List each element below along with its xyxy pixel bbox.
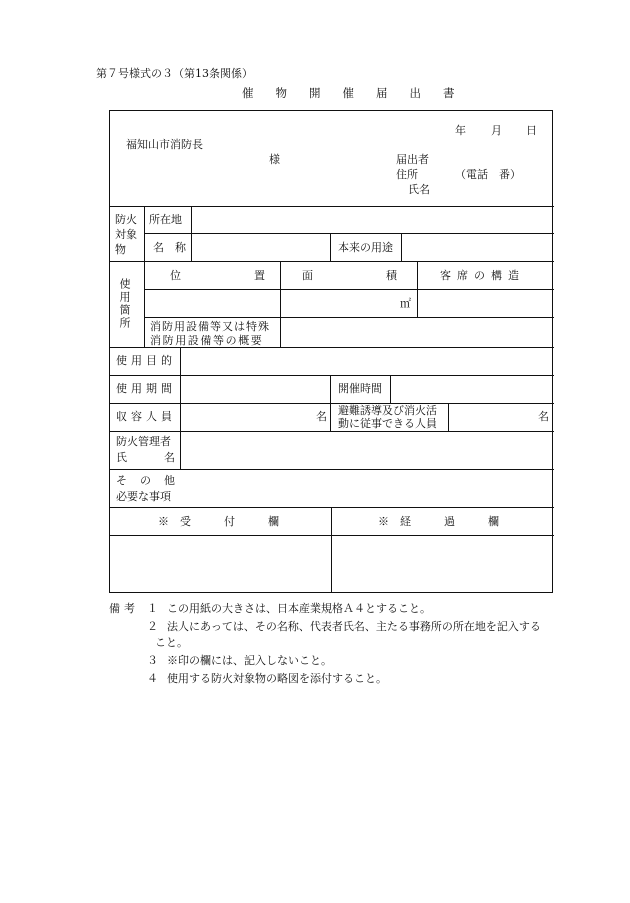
form-reference: 第７号様式の３（第13条関係） [96,67,253,80]
evac-label-2: 動に従事できる人員 [338,417,437,430]
row-divider [110,347,554,348]
progress-area[interactable] [332,536,553,593]
notification-form [109,110,553,593]
row-divider [144,317,554,318]
column-divider [330,375,331,431]
note-number: １ [147,602,158,615]
seat-structure-label: 客席の構造 [440,269,525,282]
row-divider [110,469,554,470]
column-divider [180,347,181,469]
equipment-label-2: 消防用設備等の概要 [150,334,264,347]
area-unit: ㎡ [400,297,411,310]
note-text: ※印の欄には、記入しないこと。 [167,654,332,667]
date-month: 月 [491,124,502,137]
note-text-continued: こと。 [155,636,188,649]
note-text: 使用する防火対象物の略図を添付すること。 [167,672,387,685]
progress-label: ※ 経 過 欄 [378,515,499,528]
other-label-2: 必要な事項 [116,490,171,503]
evac-unit: 名 [538,410,549,423]
row-divider [110,431,554,432]
capacity-label: 収容人員 [116,410,176,423]
purpose-label: 使用目的 [116,354,176,367]
reception-label: ※ 受 付 欄 [158,515,279,528]
period-label: 使用期間 [116,382,176,395]
area-label: 面 積 [302,269,407,282]
row-divider [110,206,554,207]
column-divider [401,233,402,261]
equipment-label-1: 消防用設備等又は特殊 [150,320,270,333]
position-label: 位 置 [170,269,275,282]
notifier-label: 届出者 [396,153,429,166]
column-divider [330,233,331,261]
column-divider [191,206,192,261]
column-divider [280,261,281,317]
capacity-unit: 名 [316,410,327,423]
column-divider [280,317,281,347]
note-text: この用紙の大きさは、日本産業規格Ａ４とすること。 [167,602,431,615]
manager-label-1: 防火管理者 [116,435,171,448]
row-divider [110,403,554,404]
original-use-label: 本来の用途 [338,241,393,254]
column-divider [448,403,449,431]
honorific: 様 [269,153,280,166]
date-day: 日 [526,124,537,137]
row-divider [144,233,554,234]
address-label: 住所 [396,168,418,181]
manager-label-2: 氏 名 [116,451,176,464]
row-divider [110,375,554,376]
row-divider [110,261,554,262]
note-number: ３ [147,654,158,667]
date-year: 年 [455,124,466,137]
row-divider [144,289,554,290]
column-divider [390,375,391,403]
form-title: 催物開催届出書 [242,86,477,100]
note-text: 法人にあっては、その名称、代表者氏名、主たる事務所の所在地を記入する [167,620,541,633]
hours-label: 開催時間 [338,382,382,395]
note-number: ２ [147,620,158,633]
fire-object-label: 防火対象物 [115,213,137,256]
row-divider [110,507,554,508]
name-label: 氏名 [408,183,430,196]
addressee: 福知山市消防長 [126,138,203,151]
column-divider [417,261,418,317]
note-number: ４ [147,672,158,685]
object-name-label: 名 称 [153,241,186,254]
reception-area[interactable] [110,536,331,593]
phone-label: （電話 番） [455,168,521,181]
other-label-1: そ の 他 [116,474,176,487]
location-label: 所在地 [149,213,182,226]
column-divider [144,206,145,347]
evac-label-1: 避難誘導及び消火活 [338,404,437,417]
notes-heading: 備考 [109,602,139,615]
use-place-label: 使用箇所 [118,278,131,330]
